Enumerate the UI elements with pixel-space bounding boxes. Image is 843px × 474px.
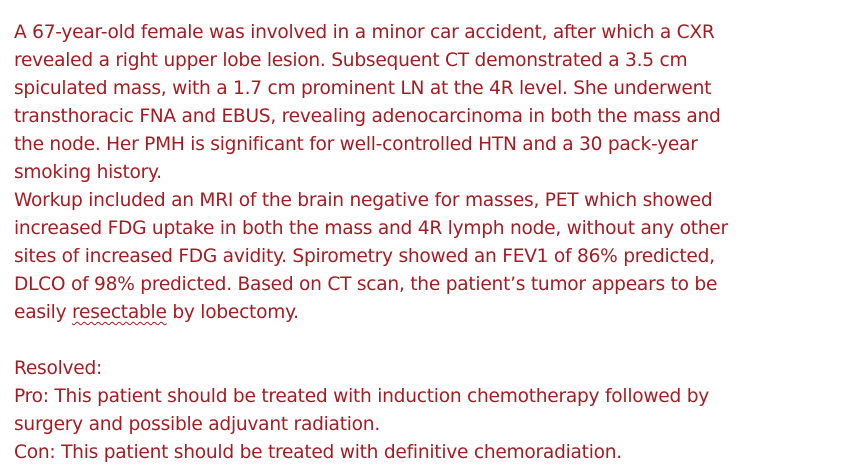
case-line: DLCO of 98% predicted. Based on CT scan, the patient’s tumor appears to be (14, 274, 718, 295)
pro-statement-line: surgery and possible adjuvant radiation. (14, 414, 380, 435)
resolved-heading: Resolved: (14, 358, 103, 379)
pro-statement-line: Pro: This patient should be treated with induction chemotherapy followed by (14, 386, 710, 407)
case-line: A 67-year-old female was involved in a minor car accident, after which a CXR (14, 22, 715, 43)
case-line: smoking history. (14, 162, 162, 183)
case-line-last-before: easily (14, 302, 73, 323)
case-line: increased FDG uptake in both the mass and 4R lymph node, without any other (14, 218, 728, 239)
case-line: spiculated mass, with a 1.7 cm prominent LN at the 4R level. She underwent (14, 78, 712, 99)
case-line: Workup included an MRI of the brain negative for masses, PET which showed (14, 190, 713, 211)
case-line-last (14, 299, 834, 327)
con-statement: Con: This patient should be treated with definitive chemoradiation. (14, 442, 622, 463)
paragraph-spacer (14, 327, 834, 355)
case-line: sites of increased FDG avidity. Spirometry showed an FEV1 of 86% predicted, (14, 246, 715, 267)
case-description (14, 19, 834, 327)
case-line: the node. Her PMH is significant for well-controlled HTN and a 30 pack-year (14, 134, 698, 155)
debate-section (14, 355, 834, 467)
case-line: revealed a right upper lobe lesion. Subsequent CT demonstrated a 3.5 cm (14, 50, 688, 71)
spellcheck-flagged-word[interactable]: resectable (72, 302, 167, 323)
case-document (14, 19, 834, 467)
case-line-last-after: by lobectomy. (166, 302, 299, 323)
case-line: transthoracic FNA and EBUS, revealing adenocarcinoma in both the mass and (14, 106, 721, 127)
